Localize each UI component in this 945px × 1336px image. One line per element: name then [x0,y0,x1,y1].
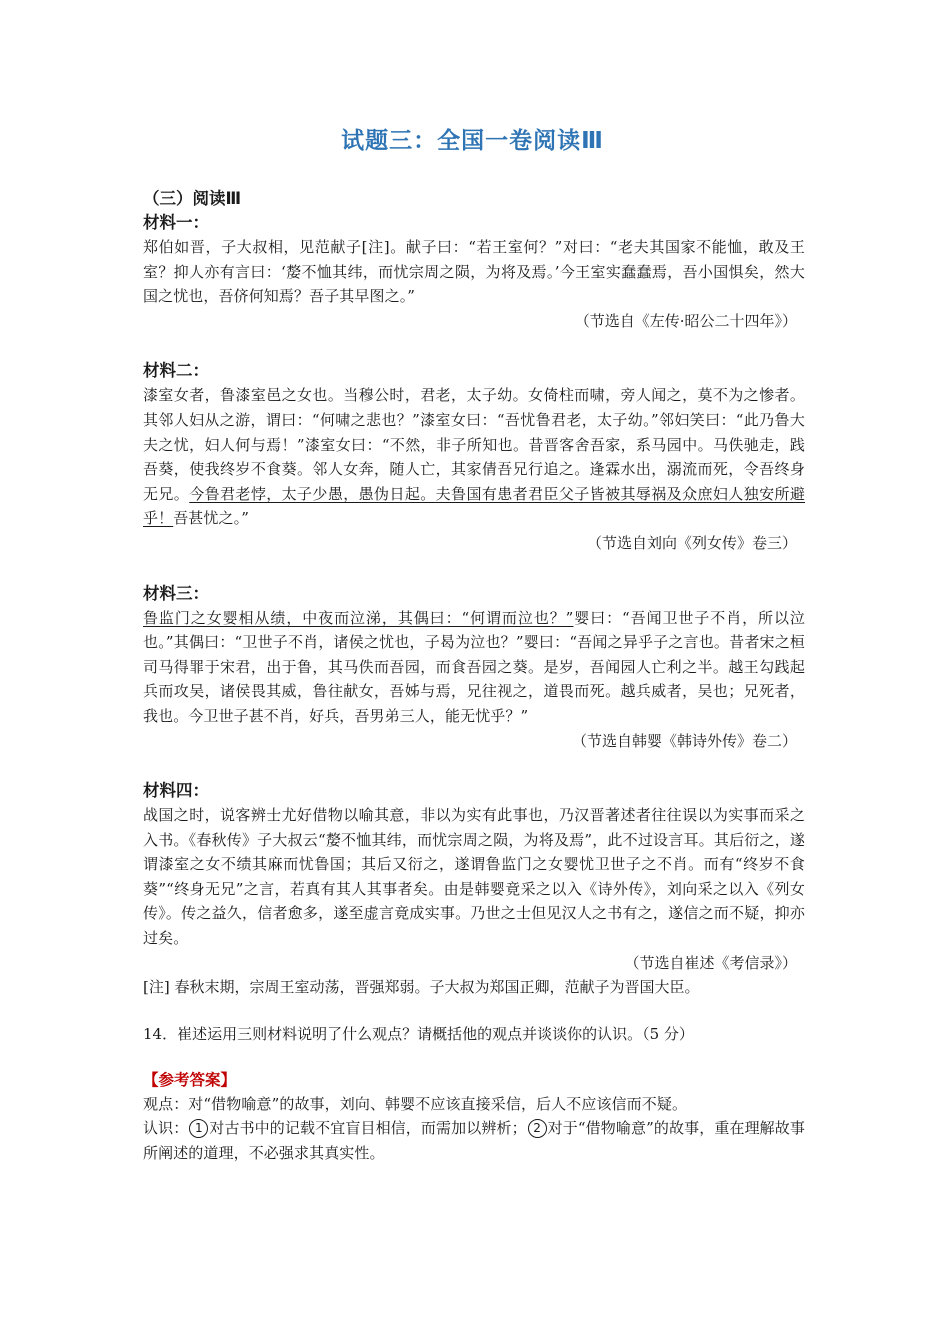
answer-point-2: 对于“借物喻意”的故事，重在理解故事所阐述的道理，不必强求其真实性。 [143,1119,805,1163]
material-3-heading: 材料三： [143,583,209,603]
material-2-source: （节选自刘向《列女传》卷三） [586,533,797,552]
answer-tag: 【参考答案】 [143,1070,237,1089]
question-14: 14．崔述运用三则材料说明了什么观点？请概括他的观点并谈谈你的认识。（5 分） [143,1024,694,1043]
answer-opinion [143,1116,805,1165]
document-body [143,187,805,1166]
circled-number-2: 2 [528,1119,547,1138]
material-4-heading: 材料四： [143,781,209,801]
material-3-underlined-text: 鲁监门之女婴相从绩，中夜而泣涕，其偶曰：“何谓而泣也？” [143,608,574,627]
material-1-source: （节选自《左传·昭公二十四年》） [574,311,797,330]
circled-number-1: 1 [189,1119,208,1138]
footnote: [注] 春秋末期，宗周王室动荡，晋强郑弱。子大叔为郑国正卿，范献子为晋国大臣。 [143,978,700,997]
material-1-text: 郑伯如晋，子大叔相，见范献子[注]。献子曰：“若王室何？”对曰：“老夫其国家不能恤，敢及王室？抑人亦有言曰：‘嫠不恤其纬，而忧宗周之陨，为将及焉。’今王室实蠢蠢焉，吾小国惧矣，然大国之忧也，吾侪何知焉？吾子其早图之。” [143,238,805,306]
answer-viewpoint: 观点：对“借物喻意”的故事，刘向、韩婴不应该直接采信，后人不应该信而不疑。 [143,1094,688,1113]
page-title: 试题三：全国一卷阅读Ⅲ [341,128,604,154]
material-2-text-before: 漆室女者，鲁漆室邑之女也。当穆公时，君老，太子幼。女倚柱而啸，旁人闻之，莫不为之惨者。其邻人妇从之游，谓曰：“何啸之悲也？”漆室女曰：“吾忧鲁君老，太子幼。”邻妇笑曰：“此乃鲁大夫之忧，妇人何与焉！”漆室女曰：“不然，非子所知也。昔晋客舍吾家，系马园中。马佚驰走，践吾葵，使我终岁不食葵。邻人女奔，随人亡，其家倩吾兄行追之。逢霖水出，溺流而死，令吾终身无兄。 [143,386,805,503]
material-4-text: 战国之时，说客辨士尤好借物以喻其意，非以为实有此事也，乃汉晋著述者往往误以为实事而采之入书。《春秋传》子大叔云“嫠不恤其纬，而忧宗周之陨，为将及焉”，此不过设言耳。其后衍之，遂谓漆室之女不绩其麻而忧鲁国；其后又衍之，遂谓鲁监门之女婴忧卫世子之不肖。而有“终岁不食葵”“终身无兄”之言，若真有其人其事者矣。由是韩婴竟采之以入《诗外传》，刘向采之以入《列女传》。传之益久，信者愈多，遂至虚言竟成实事。乃世之士但见汉人之书有之，遂信之而不疑，抑亦过矣。 [143,806,805,948]
material-2-text-after: 吾甚忧之。” [173,509,249,528]
material-3-text [143,606,805,729]
material-2-text [143,383,805,531]
material-2-heading: 材料二： [143,361,209,381]
material-1-heading: 材料一： [143,213,209,232]
answer-opinion-prefix: 认识： [143,1119,189,1138]
answer-point-1: 对古书中的记载不宜盲目相信，而需加以辨析； [209,1119,527,1138]
material-2-underlined-text: 今鲁君老悖，太子少愚，愚伪日起。夫鲁国有患者君臣父子皆被其辱祸及众庶妇人独安所避乎！ [143,484,805,528]
material-3-source: （节选自韩婴《韩诗外传》卷二） [571,731,797,750]
section-heading: （三）阅读Ⅲ [143,189,242,208]
material-3-text-after: 婴曰：“吾闻卫世子不肖，所以泣也。”其偶曰：“卫世子不肖，诸侯之忧也，子曷为泣也？”婴曰：“吾闻之异乎子之言也。昔者宋之桓司马得罪于宋君，出于鲁，其马佚而吾园，而食吾园之葵。是岁，吾闻园人亡利之半。越王勾践起兵而攻吴，诸侯畏其威，鲁往献女，吾姊与焉，兄往视之，道畏而死。越兵威者，吴也；兄死者，我也。今卫世子甚不肖，好兵，吾男弟三人，能无忧乎？” [143,608,806,725]
material-4-source: （节选自崔述《考信录》） [624,953,797,972]
